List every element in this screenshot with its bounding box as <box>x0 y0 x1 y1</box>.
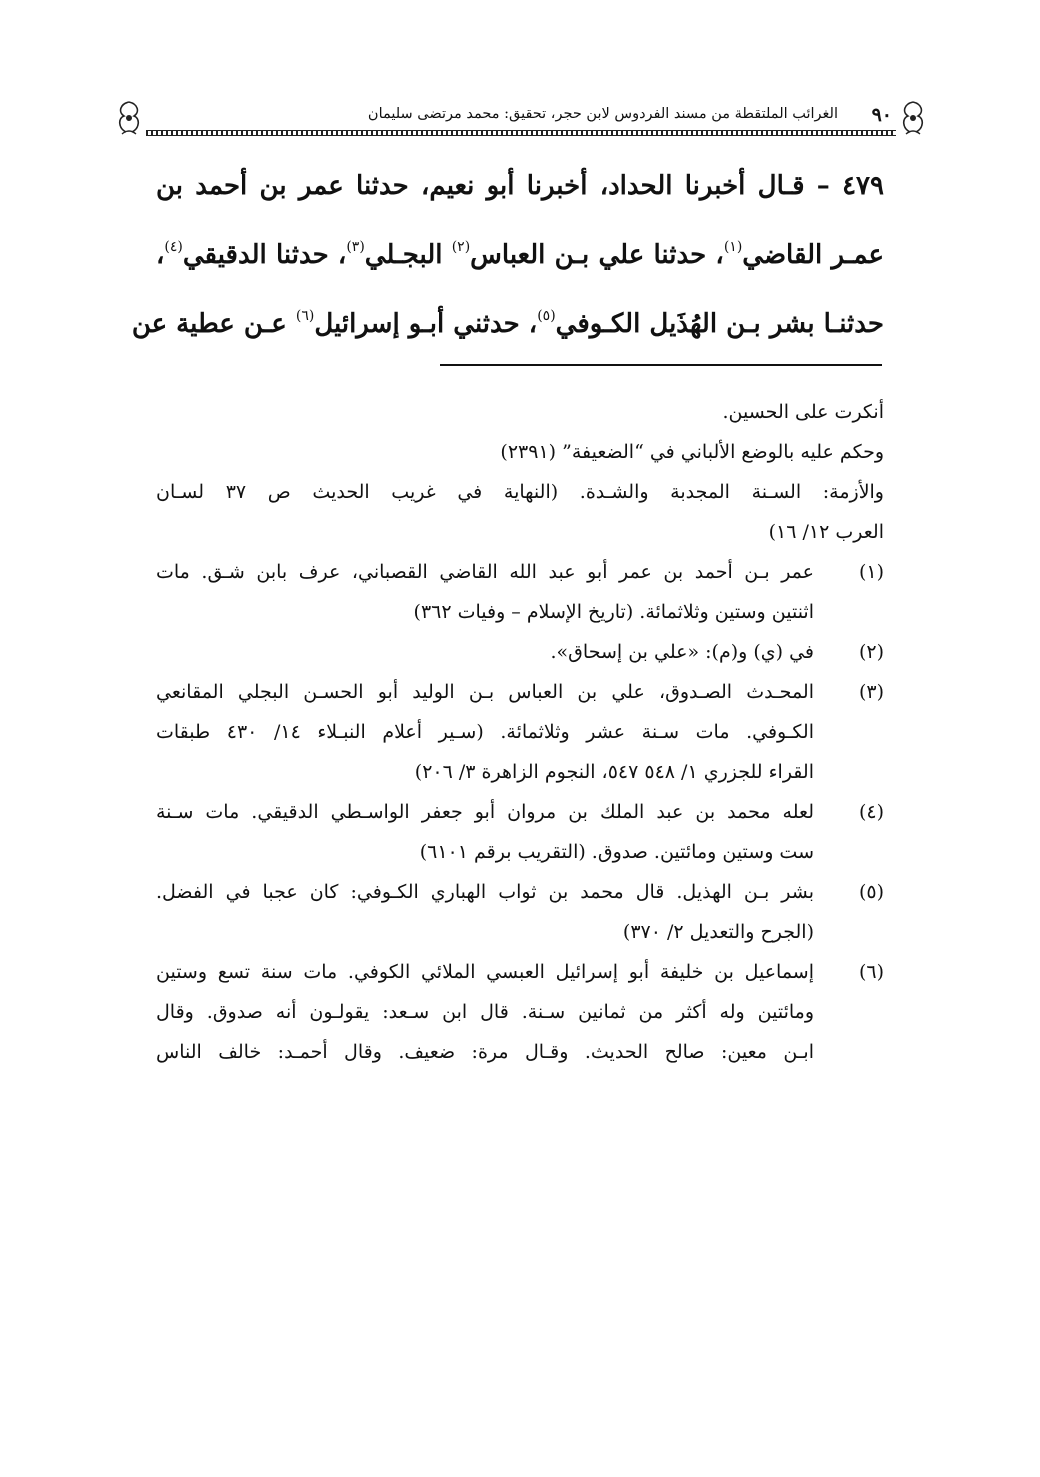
footnote-line: العرب ١٢/ ١٦) <box>768 521 884 543</box>
footnote-number: (٢) <box>858 641 884 663</box>
page-number: ٩٠ <box>871 104 892 126</box>
hadith-text <box>131 152 884 359</box>
hadith-line: حدثنـا بشر بـن الهُذَيل الكـوفي$^{(٥)}$، حدثني أبـو إسرائيل$^{(٦)}$ عـن عطية عن <box>131 308 884 339</box>
footnote-number: (٦) <box>858 961 884 983</box>
hadith-line: ٤٧٩ – قـال أخبرنا الحداد، أخبرنا أبو نعيم، حدثنا عمر بن أحمد بن <box>156 171 884 201</box>
footnote-line: الكـوفي. مات سـنة عشر وثلاثمائة. (سـير أعلام النبـلاء ١٤/ ٤٣٠ طبقات <box>156 721 814 743</box>
footnote-line: (الجرح والتعديل ٢/ ٣٧٠) <box>622 921 814 943</box>
footnote-item: (١) عمر بـن أحمد بن عمر أبو عبد الله القاضي القصباني، عرف بابن شـق. مات <box>156 552 884 592</box>
footnote-item: (٦) إسماعيل بن خليفة أبو إسرائيل العبسي الملائي الكوفي. مات سنة تسع وستين <box>156 952 884 992</box>
footnote-ref[interactable]: (٤) <box>164 239 183 255</box>
footnote-item: (٣) المحـدث الصـدوق، علي بن العباس بـن الوليد أبو الحسـن البجلي المقانعي <box>156 672 884 712</box>
flourish-ornament-icon <box>112 98 146 138</box>
footnotes <box>156 392 884 1072</box>
footnote-line: ست وستين ومائتين. صدوق. (التقريب برقم ٦١٠١) <box>419 841 814 863</box>
running-title: الغرائب الملتقطة من مسند الفردوس لابن حجر، تحقيق: محمد مرتضى سليمان <box>367 106 838 122</box>
footnote-ref[interactable]: (١) <box>723 239 743 255</box>
footnote-line: ابـن معين: صالح الحديث. وقـال مرة: ضعيف. وقال أحمـد: خالف الناس <box>156 1041 814 1063</box>
footnote-ref[interactable]: (٢) <box>451 239 471 255</box>
footnote-line: والأزمة: السـنة المجدبة والشـدة. (النهاية في غريب الحديث ص ٣٧ لسـان <box>156 481 884 503</box>
running-header <box>112 98 930 138</box>
hadith-line: عمـر القاضي$^{(١)}$، حدثنا علي بـن العباس$^{(٢)}$ البجـلي$^{(٣)}$، حدثنا الدقيقي$^{(٤)}$، <box>156 239 884 270</box>
header-rule <box>146 130 896 136</box>
footnote-number: (٤) <box>858 801 884 823</box>
footnote-ref[interactable]: (٦) <box>295 308 315 324</box>
footnote-line: اثنتين وستين وثلاثمائة. (تاريخ الإسلام – وفيات ٣٦٢) <box>413 601 814 623</box>
footnote-item: (٤) لعله محمد بن عبد الملك بن مروان أبو جعفر الواسـطي الدقيقي. مات سـنة <box>156 792 884 832</box>
footnote-ref[interactable]: (٥) <box>537 308 556 324</box>
footnote-number: (١) <box>858 561 884 583</box>
flourish-ornament-icon <box>896 98 930 138</box>
footnote-item: (٢) في (ي) و(م): «علي بن إسحاق». <box>156 632 884 672</box>
footnote-item: (٥) بشر بـن الهذيل. قال محمد بن ثواب الهباري الكـوفي: كان عجبا في الفضل. <box>156 872 884 912</box>
footnote-line: القراء للجزري ١/ ٥٤٨ ٥٤٧، النجوم الزاهرة ٣/ ٢٠٦) <box>414 761 814 783</box>
footnote-line: وحكم عليه بالوضع الألباني في “الضعيفة” (٢٣٩١) <box>500 441 884 463</box>
footnote-number: (٥) <box>858 881 884 903</box>
footnote-line: أنكرت على الحسين. <box>722 401 884 423</box>
footnote-number: (٣) <box>858 681 884 703</box>
footnote-separator <box>440 364 882 366</box>
footnote-ref[interactable]: (٣) <box>346 239 365 255</box>
footnote-line: ومائتين وله أكثر من ثمانين سـنة. قال ابن سـعد: يقولـون أنه صدوق. وقال <box>156 1001 814 1023</box>
